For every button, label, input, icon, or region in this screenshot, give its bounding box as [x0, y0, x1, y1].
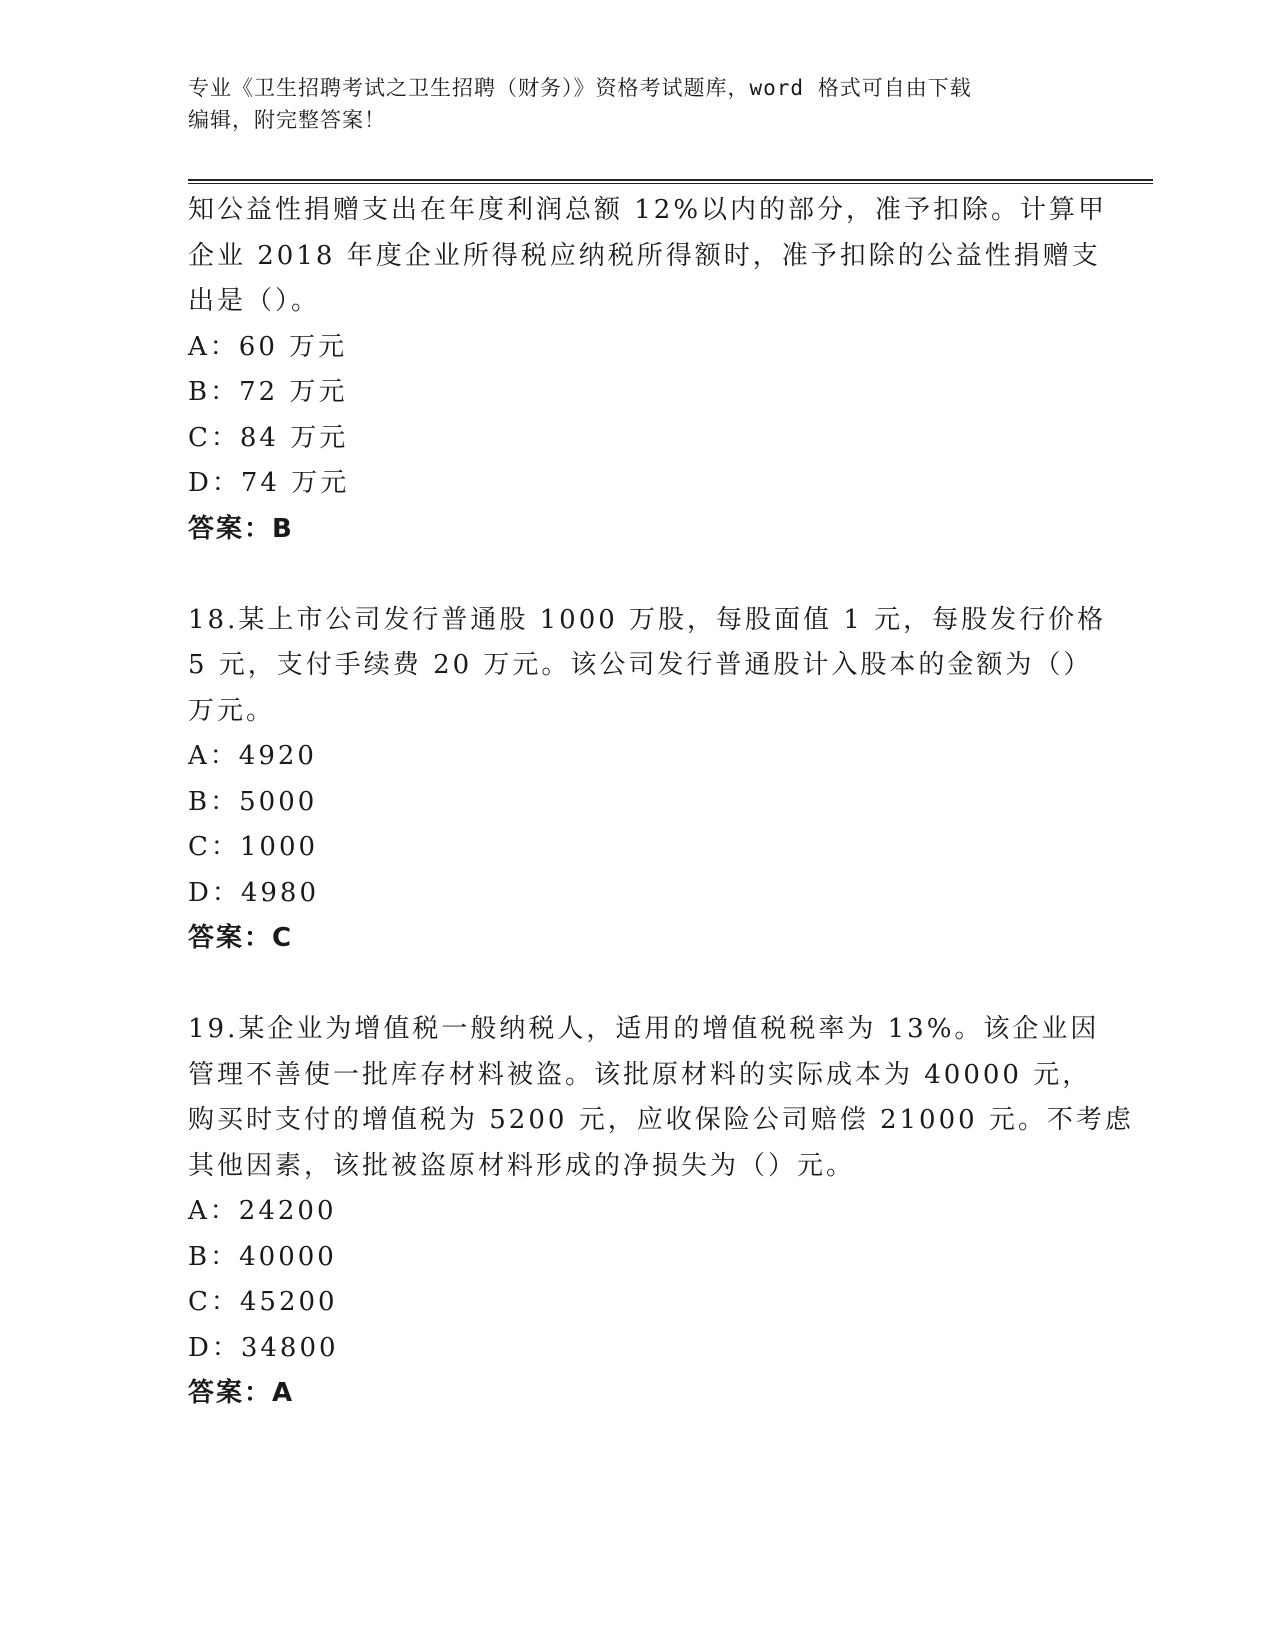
question-17-option-d: D：74 万元 [188, 468, 350, 498]
question-17-text-line-3: 出是（）。 [188, 286, 321, 316]
spacer [188, 962, 1088, 1008]
question-content [188, 188, 1134, 1417]
question-19-option-d: D：34800 [188, 1332, 339, 1363]
question-18 [188, 598, 1107, 962]
question-17-option-c: C：84 万元 [188, 422, 349, 453]
question-18-text-line-3: 万元。 [188, 695, 276, 726]
question-19-option-b: B：40000 [188, 1241, 337, 1272]
question-17-option-b: B：72 万元 [188, 377, 348, 407]
question-19-option-c: C：45200 [188, 1287, 338, 1317]
question-17 [188, 188, 1108, 552]
question-19 [188, 1007, 1134, 1417]
question-18-text-line-1: 18.某上市公司发行普通股 1000 万股，每股面值 1 元，每股发行价格 [188, 604, 1107, 635]
header-rule-thick [188, 179, 1153, 181]
question-19-answer: 答案：A [188, 1378, 295, 1408]
question-19-text-line-4: 其他因素，该批被盗原材料形成的净损失为（）元。 [188, 1150, 856, 1181]
question-17-answer: 答案：B [188, 513, 294, 544]
question-18-option-c: C：1000 [188, 832, 319, 862]
header-line-1: 专业《卫生招聘考试之卫生招聘（财务）》资格考试题库，word 格式可自由下载 [188, 76, 972, 100]
question-19-option-a: A：24200 [188, 1196, 337, 1226]
question-18-option-b: B：5000 [188, 786, 318, 817]
question-17-text-line-1: 知公益性捐赠支出在年度利润总额 12%以内的部分，准予扣除。计算甲 [188, 195, 1108, 225]
question-18-option-a: A：4920 [188, 741, 317, 771]
header-rule-thin [188, 183, 1153, 184]
header-line-2: 编辑，附完整答案！ [188, 108, 386, 132]
question-19-text-line-2: 管理不善使一批库存材料被盗。该批原材料的实际成本为 40000 元， [188, 1059, 1092, 1090]
document-header [188, 72, 1088, 136]
question-19-text-line-3: 购买时支付的增值税为 5200 元，应收保险公司赔偿 21000 元。不考虑 [188, 1105, 1134, 1135]
spacer [188, 552, 1088, 598]
question-19-text-line-1: 19.某企业为增值税一般纳税人，适用的增值税税率为 13%。该企业因 [188, 1014, 1100, 1044]
question-18-answer: 答案：C [188, 923, 294, 953]
question-18-text-line-2: 5 元，支付手续费 20 万元。该公司发行普通股计入股本的金额为（） [188, 650, 1093, 680]
question-17-text-line-2: 企业 2018 年度企业所得税应纳税所得额时，准予扣除的公益性捐赠支 [188, 240, 1101, 271]
question-18-option-d: D：4980 [188, 877, 320, 908]
question-17-option-a: A：60 万元 [188, 331, 348, 362]
